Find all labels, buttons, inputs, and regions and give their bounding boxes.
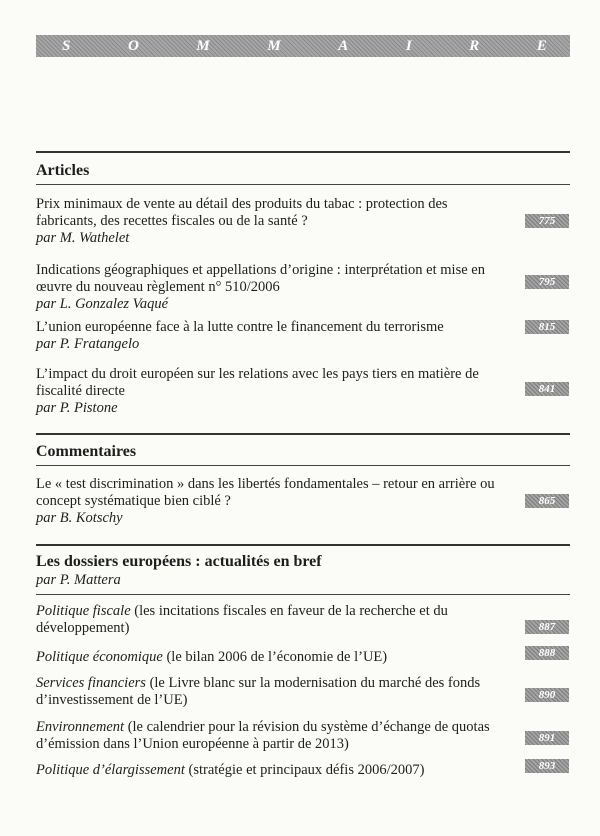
section-title-dossiers: Les dossiers européens : actualités en bref bbox=[36, 553, 322, 570]
banner-letter: M bbox=[267, 37, 282, 54]
entry-topic: Politique économique bbox=[36, 649, 163, 665]
entry-title: (le calendrier pour la révision du système d’échange de quotas d’émission dans l’Union européenne à partir de 2013) bbox=[36, 719, 490, 752]
section-rule bbox=[36, 594, 570, 595]
toc-entry[interactable] bbox=[36, 719, 506, 753]
entry-topic: Services financiers bbox=[36, 675, 146, 691]
banner-letter: E bbox=[536, 37, 548, 54]
toc-entry[interactable] bbox=[36, 649, 506, 666]
page-number-badge[interactable]: 888 bbox=[525, 646, 569, 660]
page-number-badge[interactable]: 887 bbox=[525, 620, 569, 634]
entry-title: (le Livre blanc sur la modernisation du marché des fonds d’investissement de l’UE) bbox=[36, 675, 481, 708]
entry-topic: Politique fiscale bbox=[36, 603, 131, 619]
toc-entry[interactable] bbox=[36, 196, 506, 247]
page-number-badge[interactable]: 841 bbox=[525, 382, 569, 396]
entry-title: (le bilan 2006 de l’économie de l’UE) bbox=[162, 649, 388, 665]
entry-author: par L. Gonzalez Vaqué bbox=[36, 296, 169, 312]
entry-author: par B. Kotschy bbox=[36, 510, 123, 526]
entry-title: (les incitations fiscales en faveur de la recherche et du développement) bbox=[36, 603, 448, 636]
toc-entry[interactable] bbox=[36, 319, 506, 353]
banner-letter: R bbox=[469, 37, 481, 54]
toc-entry[interactable] bbox=[36, 762, 506, 779]
entry-title: L’union européenne face à la lutte contre le financement du terrorisme bbox=[36, 319, 444, 335]
banner-letter: M bbox=[196, 37, 211, 54]
section-title-commentaires: Commentaires bbox=[36, 443, 137, 460]
entry-title: Indications géographiques et appellations d’origine : interprétation et mise en œuvre du nouveau règlement n° 510/2006 bbox=[36, 262, 485, 295]
section-rule bbox=[36, 151, 570, 153]
page-number-badge[interactable]: 775 bbox=[525, 214, 569, 228]
banner-letter: O bbox=[127, 37, 140, 54]
section-title-articles: Articles bbox=[36, 162, 90, 179]
entry-title: (stratégie et principaux défis 2006/2007) bbox=[184, 762, 425, 778]
banner-letter: S bbox=[62, 37, 72, 54]
entry-title: Le « test discrimination » dans les libertés fondamentales – retour en arrière ou concept systématique bien ciblé ? bbox=[36, 476, 495, 509]
section-rule bbox=[36, 433, 570, 435]
section-rule bbox=[36, 544, 570, 546]
entry-topic: Politique d’élargissement bbox=[36, 762, 185, 778]
banner-letter: I bbox=[405, 37, 413, 54]
page-number-badge[interactable]: 891 bbox=[525, 731, 569, 745]
entry-author: par M. Wathelet bbox=[36, 230, 130, 246]
toc-entry[interactable] bbox=[36, 262, 506, 313]
section-byline: par P. Mattera bbox=[36, 572, 121, 588]
entry-title: Prix minimaux de vente au détail des produits du tabac : protection des fabricants, des recettes fiscales ou de la santé ? bbox=[36, 196, 448, 229]
banner-letter: A bbox=[338, 37, 350, 54]
section-rule bbox=[36, 184, 570, 185]
toc-entry[interactable] bbox=[36, 366, 506, 417]
entry-title: L’impact du droit européen sur les relations avec les pays tiers en matière de fiscalité directe bbox=[36, 366, 479, 399]
page-number-badge[interactable]: 865 bbox=[525, 494, 569, 508]
entry-topic: Environnement bbox=[36, 719, 125, 735]
page-number-badge[interactable]: 815 bbox=[525, 320, 569, 334]
page-number-badge[interactable]: 795 bbox=[525, 275, 569, 289]
section-rule bbox=[36, 465, 570, 466]
entry-author: par P. Pistone bbox=[36, 400, 118, 416]
sommaire-banner bbox=[36, 35, 570, 57]
toc-entry[interactable] bbox=[36, 675, 506, 709]
toc-entry[interactable] bbox=[36, 603, 506, 637]
entry-author: par P. Fratangelo bbox=[36, 336, 140, 352]
toc-entry[interactable] bbox=[36, 476, 506, 527]
page-number-badge[interactable]: 893 bbox=[525, 759, 569, 773]
page-number-badge[interactable]: 890 bbox=[525, 688, 569, 702]
